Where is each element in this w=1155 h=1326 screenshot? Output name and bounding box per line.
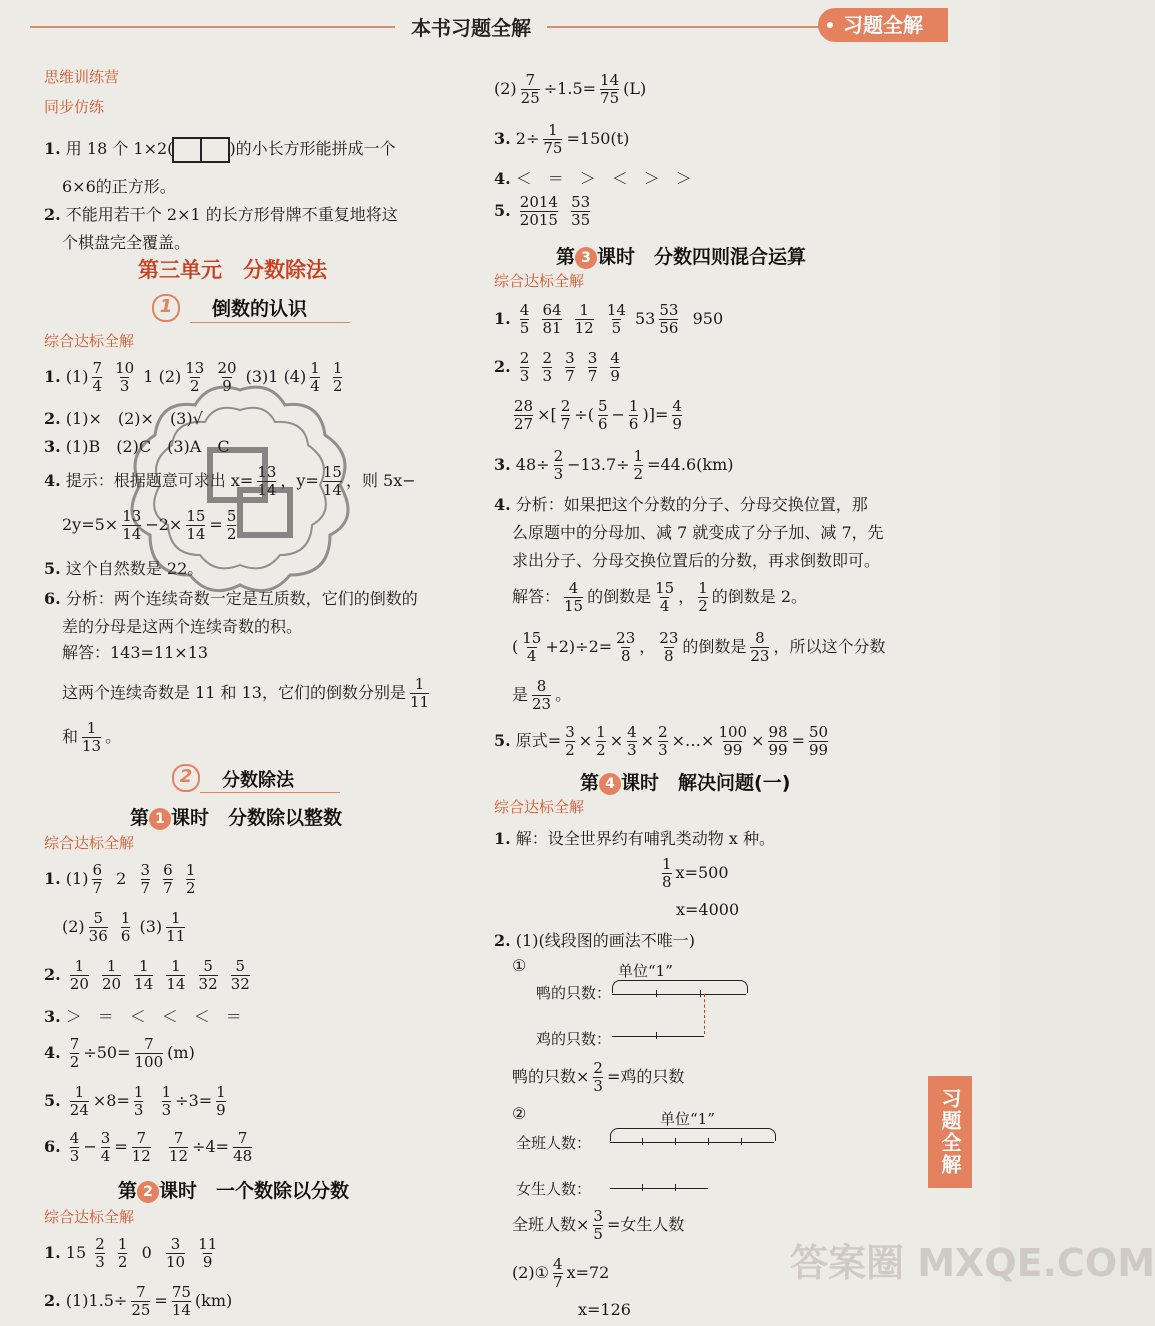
diagram-2-relation: 全班人数× $\frac{3}{5}$ =女生人数 [512, 1207, 685, 1243]
answer-3: 3. 48÷ $\frac{2}{3}$ −13.7÷ $\frac{1}{2}$ =44.6(km) [494, 447, 734, 483]
section-label-zonghe: 综合达标全解 [494, 798, 585, 816]
answer-2-cont: $\frac{28}{27}$ ×[ $\frac{2}{7}$ ÷( $\frac{5}{6}$ − $\frac{1}{6}$ )]= $\frac{4}{9}$ [514, 397, 682, 433]
answer-1-eq1: $\frac{1}{8}$ x=500 [662, 855, 729, 891]
answer-6: 6. 分析：两个连续奇数一定是互质数，它们的倒数的 [44, 589, 418, 608]
answer-2: 2. $\frac{2}{3}$ $\frac{2}{3}$ $\frac{3}{7}$ $\frac{3}{7}$ $\frac{4}{9}$ [494, 349, 620, 385]
answer-6-cont: 差的分母是这两个连续奇数的积。 [62, 617, 303, 636]
answer-2-part2-result: x=126 [578, 1300, 631, 1319]
tick [642, 1184, 643, 1191]
section-label-zonghe: 综合达标全解 [44, 834, 135, 852]
answer-5: 5. $\frac{1}{24}$ ×8= $\frac{1}{3}$ $\frac{1}{3}$ ÷3= $\frac{1}{9}$ [44, 1083, 226, 1119]
tick [741, 1138, 742, 1145]
answer-4-solution-end: 是 $\frac{8}{23}$ 。 [512, 677, 572, 713]
tick [675, 1138, 676, 1145]
lesson-number-icon: 2 [168, 762, 206, 792]
answer-1: 1. (1) $\frac{7}{4}$ $\frac{10}{3}$ 1 (2) $\frac{13}{2}$ $\frac{20}{9}$ (3)1 (4) $\frac{1}{4}$ $\frac{1}{2}$ [44, 359, 343, 395]
period-title: 第 1 课时 分数除以整数 [130, 807, 343, 829]
lesson-underline [190, 322, 350, 323]
answer-4-cont: 么原题中的分母加、减 7 就变成了分子加、减 7，先 [512, 523, 884, 542]
class-segment [610, 1142, 774, 1143]
answer-6-cont3: 和 $\frac{1}{13}$ 。 [62, 719, 122, 755]
answer-4-solution: 解答： $\frac{4}{15}$ 的倒数是 $\frac{15}{4}$ ， $\frac{1}{2}$ 的倒数是 2。 [512, 579, 808, 615]
side-tab[interactable]: 习题全解 [928, 1076, 972, 1188]
answer-1: 1. $\frac{4}{5}$ $\frac{64}{81}$ $\frac{1}{12}$ $\frac{14}{5}$ 53 $\frac{53}{56}$ 950 [494, 301, 724, 337]
answer-2: 2. (1)1.5÷ $\frac{7}{25}$ = $\frac{75}{14}$ (km) [44, 1283, 233, 1319]
answer-4-cont2: 求出分子、分母交换位置后的分数，再求倒数即可。 [512, 551, 881, 570]
diagram-1-relation: 鸭的只数× $\frac{2}{3}$ =鸡的只数 [512, 1059, 685, 1095]
answer-3: 3. (1)B (2)C (3)A C [44, 437, 230, 456]
tick [675, 1184, 676, 1191]
lesson-number-icon: 1 [148, 292, 186, 322]
section-label-zonghe: 综合达标全解 [44, 332, 135, 350]
header-title: 本书习题全解 [395, 12, 547, 41]
domino-box [172, 137, 202, 163]
answer-6-solution: 解答：143=11×13 [62, 643, 209, 662]
answer-1-eq2: x=4000 [676, 900, 740, 919]
section-label-siwei: 思维训练营 [44, 68, 120, 86]
tick [656, 990, 657, 997]
section-label-zonghe: 综合达标全解 [494, 272, 585, 290]
diagram-marker-2: ② [512, 1104, 527, 1123]
chicken-segment [612, 1036, 704, 1037]
tick [708, 1138, 709, 1145]
stamp-seal [120, 380, 360, 600]
answer-2: 2. 不能用若干个 2×1 的长方形骨牌不重复地将这 [44, 205, 398, 224]
answer-1: 1. 用 18 个 1×2( )的小长方形能拼成一个 [44, 136, 396, 163]
answer-4: 4. 分析：如果把这个分数的分子、分母交换位置，那 [494, 495, 868, 514]
girls-label: 女生人数： [516, 1180, 592, 1198]
chicken-label: 鸡的只数： [536, 1030, 612, 1048]
period-title: 第 3 课时 分数四则混合运算 [556, 246, 807, 268]
answer-2: 2. (1)(线段图的画法不唯一) [494, 931, 695, 950]
answer-4: 4. ＜ ＝ ＞ ＜ ＞ ＞ [494, 169, 692, 188]
brace [610, 1128, 776, 1141]
answer-4-cont: 2y=5× $\frac{13}{14}$ −2× $\frac{15}{14}$ = $\frac{5}{2}$ [62, 507, 237, 543]
tick [642, 1138, 643, 1145]
class-label: 全班人数： [516, 1134, 592, 1152]
watermark: 答案圈 MXQE.COM [790, 1241, 1155, 1285]
answer-3: 3. ＞ ＝ ＜ ＜ ＜ ＝ [44, 1007, 242, 1026]
dashed-guide [704, 994, 705, 1034]
answer-5: 5. 原式= $\frac{3}{2}$ × $\frac{1}{2}$ × $\frac{4}{3}$ × $\frac{2}{3}$ ×…× $\frac{100}{99}$ × $\frac{98}{99}$ = $\frac{50}{99}$ [494, 723, 829, 759]
answer-1-cont: (2) $\frac{5}{36}$ $\frac{1}{6}$ (3) $\frac{1}{11}$ [62, 909, 186, 945]
answer-2: 2. $\frac{1}{20}$ $\frac{1}{20}$ $\frac{1}{14}$ $\frac{1}{14}$ $\frac{5}{32}$ $\frac{5}{32}$ [44, 957, 250, 993]
answer-1: 1. (1) $\frac{6}{7}$ 2 $\frac{3}{7}$ $\frac{6}{7}$ $\frac{1}{2}$ [44, 861, 196, 897]
domino-box [200, 137, 230, 163]
answer-2: 2. (1)× (2)× (3)√ [44, 409, 203, 428]
duck-segment [612, 994, 746, 995]
answer-1: 1. 解：设全世界约有哺乳类动物 x 种。 [494, 829, 775, 848]
section-label-zonghe: 综合达标全解 [44, 1208, 135, 1226]
answer-1-cont: 6×6的正方形。 [62, 177, 176, 196]
answer-5: 5. $\frac{2014}{2015}$ $\frac{53}{35}$ [494, 193, 591, 229]
section-label-tongbu: 同步仿练 [44, 98, 105, 116]
tick [700, 990, 701, 997]
header-tab[interactable]: 习题全解 [818, 8, 948, 42]
page-header [0, 0, 1000, 46]
period-title: 第 2 课时 一个数除以分数 [118, 1180, 350, 1202]
answer-3: 3. 2÷ $\frac{1}{75}$ =150(t) [494, 121, 630, 157]
unit-one-label: 单位“1” [660, 1110, 715, 1128]
period-title: 第 4 课时 解决问题(一) [580, 772, 791, 794]
answer-6: 6. $\frac{4}{3}$ − $\frac{3}{4}$ = $\frac{7}{12}$ $\frac{7}{12}$ ÷4= $\frac{7}{48}$ [44, 1129, 253, 1165]
diagram-marker-1: ① [512, 956, 527, 975]
lesson-underline [200, 792, 340, 793]
answer-2-2: (2) $\frac{7}{25}$ ÷1.5= $\frac{14}{75}$ (L) [494, 71, 647, 107]
answer-2-cont: 个棋盘完全覆盖。 [62, 233, 191, 252]
duck-label: 鸭的只数： [536, 984, 612, 1002]
answer-2-part2: (2)① $\frac{4}{7}$ x=72 [512, 1255, 610, 1291]
brace [612, 980, 748, 993]
girls-segment [610, 1188, 708, 1189]
answer-5: 5. 这个自然数是 22。 [44, 559, 204, 578]
answer-4: 4. 提示：根据题意可求出 x= $\frac{13}{14}$ ，y= $\frac{15}{14}$ ，则 5x− [44, 463, 416, 499]
lesson-title: 分数除法 [222, 770, 294, 791]
lesson-title: 倒数的认识 [212, 298, 308, 320]
answer-4: 4. $\frac{7}{2}$ ÷50= $\frac{7}{100}$ (m) [44, 1035, 195, 1071]
answer-1: 1. 15 $\frac{2}{3}$ $\frac{1}{2}$ 0 $\frac{3}{10}$ $\frac{11}{9}$ [44, 1235, 218, 1271]
answer-4-solution-cont: ( $\frac{15}{4}$ +2)÷2= $\frac{23}{8}$ ， $\frac{23}{8}$ 的倒数是 $\frac{8}{23}$ ，所以这个分数 [512, 629, 886, 665]
unit-title: 第三单元 分数除法 [138, 258, 327, 282]
tick [656, 1032, 657, 1039]
answer-6-cont2: 这两个连续奇数是 11 和 13，它们的倒数分别是 $\frac{1}{11}$ [62, 675, 430, 711]
unit-one-label: 单位“1” [618, 962, 673, 980]
